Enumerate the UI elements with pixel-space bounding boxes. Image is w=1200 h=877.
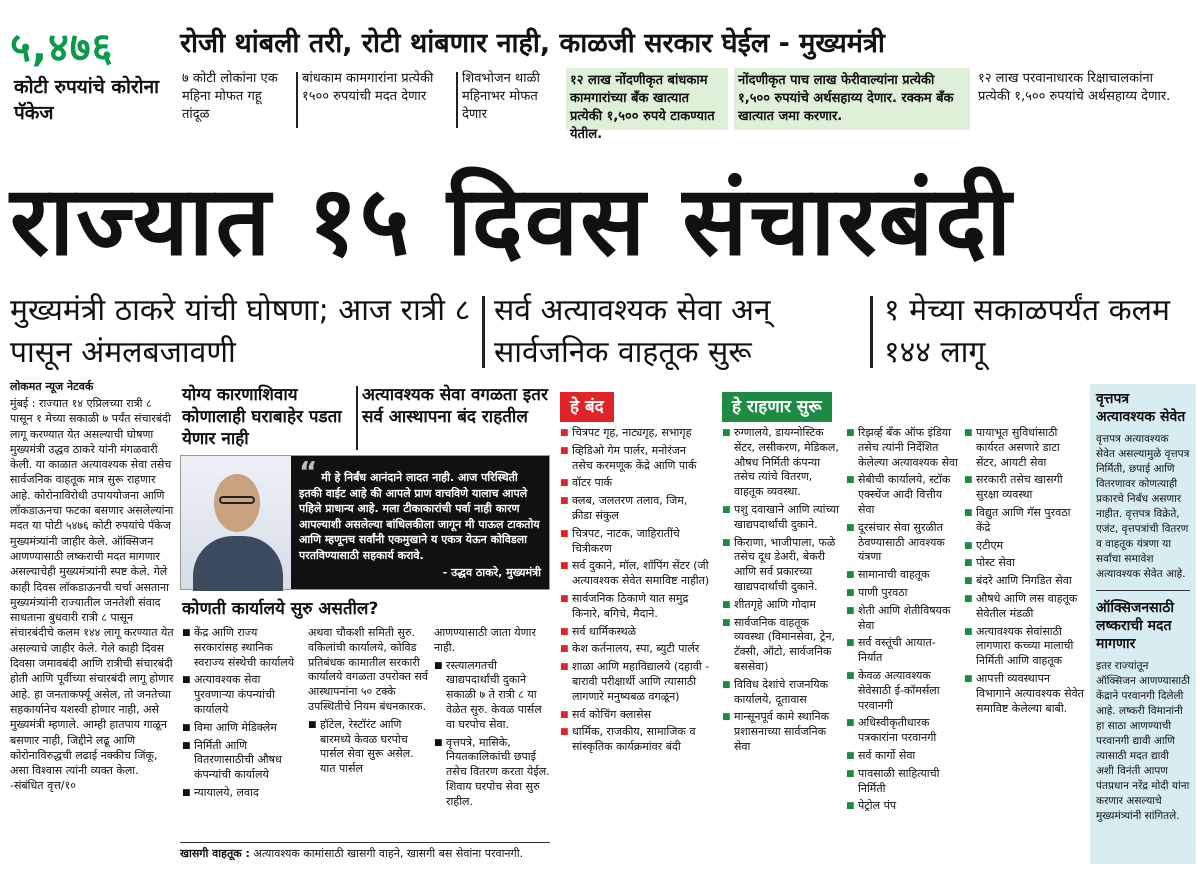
list-item: ■ चित्रपट, नाटक, जाहिरातींचे चित्रीकरण <box>560 527 710 557</box>
divider <box>870 296 873 368</box>
headline-a: योग्य कारणाशिवाय कोणालाही घराबाहेर पडता येणार नाही <box>182 385 342 449</box>
list-item: ■ सार्वजनिक ठिकाणे यात समुद्र किनारे, बगिचे, मैदाने. <box>560 592 710 622</box>
closed-list <box>560 426 710 864</box>
sidebar-text-1: वृत्तपत्र अत्यावश्यक सेवेत असल्यामुळे वृत्तपत्र निर्मिती, छपाई आणि वितरणावर कोणत्याही प्रकारचे निर्बंध असणार नाहीत. वृत्तपत्र विक्रेते, एजंट, वृत्तपत्रांची वितरण व वाहतूक यंत्रणा या सर्वांचा समावेश अत्यावश्यक सेवेत आहे. <box>1096 433 1190 580</box>
cm-quote <box>291 456 549 589</box>
subhead-1: मुख्यमंत्री ठाकरे यांची घोषणा; आज रात्री ८ पासून अंमलबजावणी <box>10 293 471 370</box>
top-box-3: शिवभोजन थाळी महिनाभर मोफत देणार <box>462 71 540 122</box>
list-item: ■ विद्युत आणि गॅस पुरवठा केंद्रे <box>964 506 1084 536</box>
list-item: ■ आपत्ती व्यवस्थापन विभागाने अत्यावश्यक सेवेत समाविष्ट केलेल्या बाबी. <box>964 672 1084 716</box>
list-item: ■ विमा आणि मेडिक्लेम <box>182 721 304 736</box>
list-item: ■ औषधे आणि लस वाहतूक सेवेतील मंडळी <box>964 592 1084 622</box>
divider <box>456 72 458 128</box>
list-item: ■ व्हिडिओ गेम पार्लर, मनोरंजन तसेच करमणूक केंद्रे आणि पार्क <box>560 444 710 474</box>
list-item: ■ सर्व वस्तूंची आयात-निर्यात <box>846 636 958 666</box>
list-item: अथवा चौकशी समिती सुरु. वकिलांची कार्यालये, कोविड प्रतिबंधक कामातील सरकारी कार्यालये वगळता उपरोक्त सर्व आस्थापनांना ५० टक्के उपस्थितीचे नियम बंधनकारक. <box>308 626 428 713</box>
subhead-2: सर्व अत्यावश्यक सेवा अन् सार्वजनिक वाहतूक सुरू <box>494 293 771 370</box>
package-label: कोटी रुपयांचे कोरोना पॅकेज <box>14 76 160 124</box>
closed-tag: हे बंद <box>560 392 614 422</box>
list-item: ■ केश कर्तनालय, स्पा, ब्युटी पार्लर <box>560 642 710 657</box>
offices-heading: कोणती कार्यालये सुरु असतील? <box>182 599 379 619</box>
top-box-2: बांधकाम कामगारांना प्रत्येकी १५०० रुपयांची मदत देणार <box>302 71 434 104</box>
offices-col-2 <box>308 626 430 840</box>
headline-b: अत्यावश्यक सेवा वगळता इतर सर्व आस्थापना बंद राहतील <box>362 385 548 427</box>
list-item: ■ सर्व दुकाने, मॉल, शॉपिंग सेंटर (जी अत्यावश्यक सेवेत समाविष्ट नाहीत) <box>560 559 710 589</box>
list-item: ■ सरकारी तसेच खासगी सुरक्षा व्यवस्था <box>964 473 1084 503</box>
list-item: ■ मान्सूनपूर्व कामे स्थानिक प्रशासनाच्या सार्वजनिक सेवा <box>722 710 840 754</box>
list-item: ■ वॉटर पार्क <box>560 476 710 491</box>
sidebar-box <box>1090 384 1196 864</box>
list-item: ■ हॉटेल, रेस्टॉरंट आणि बारमध्ये केवळ घरपोच पार्सल सेवा सुरू असेल. यात पार्सल <box>308 718 430 777</box>
list-item: ■ अत्यावश्यक सेवा पुरवणाऱ्या कंपन्यांची कार्यालये <box>182 673 304 717</box>
footer-bar <box>180 842 550 864</box>
list-item: ■ बंदरे आणि निगडित सेवा <box>964 574 1084 589</box>
offices-col-1 <box>182 626 304 840</box>
list-item: ■ सर्व धार्मिकस्थळे <box>560 625 710 640</box>
list-item: ■ पावसाळी साहित्याची निर्मिती <box>846 767 958 797</box>
top-box-1: ७ कोटी लोकांना एक महिना मोफत गहू तांदूळ <box>182 71 278 122</box>
quote-signature: - उद्धव ठाकरे, मुख्यमंत्री <box>442 566 541 579</box>
list-item: ■ दूरसंचार सेवा सुरळीत ठेवण्यासाठी आवश्यक यंत्रणा <box>846 521 958 565</box>
list-item: ■ एटीएम <box>964 539 1084 554</box>
quote-mark-icon: “ <box>299 455 318 488</box>
list-item: ■ चित्रपट गृह, नाट्यगृह, सभागृह <box>560 426 710 441</box>
list-item: आणण्यासाठी जाता येणार नाही. <box>434 626 536 654</box>
open-col-3 <box>964 426 1084 864</box>
cm-photo <box>181 456 291 589</box>
list-item: ■ धार्मिक, राजकीय, सामाजिक व सांस्कृतिक कार्यक्रमांवर बंदी <box>560 725 710 755</box>
list-item: ■ सेबीची कार्यालये, स्टॉक एक्स्चेंज आदी वित्तीय सेवा <box>846 473 958 517</box>
footer-text: अत्यावश्यक कामांसाठी खासगी वाहने, खासगी बस सेवांना परवानगी. <box>253 847 524 860</box>
list-item: ■ सार्वजनिक वाहतूक व्यवस्था (विमानसेवा, ट्रेन, टॅक्सी, ऑटो, सार्वजनिक बससेवा) <box>722 616 840 675</box>
top-headline: रोजी थांबली तरी, रोटी थांबणार नाही, काळजी सरकार घेईल - मुख्यमंत्री <box>180 28 885 59</box>
divider <box>1096 590 1190 591</box>
top-box-4: १२ लाख नोंदणीकृत बांधकाम कामगारांच्या बँक खात्यात प्रत्येकी १,५०० रुपये टाकण्यात येतील. <box>566 68 728 130</box>
list-item: ■ रिझर्व्ह बँक ऑफ इंडिया तसेच त्यांनी निर्देशित केलेल्या अत्यावश्यक सेवा <box>846 426 958 470</box>
list-item: ■ शेती आणि शेतीविषयक सेवा <box>846 604 958 634</box>
top-box-6: १२ लाख परवानाधारक रिक्षाचालकांना प्रत्येकी १,५०० रुपयांचे अर्थसहाय्य देणार. <box>978 71 1171 104</box>
list-item: ■ सर्व कार्गो सेवा <box>846 749 958 764</box>
footer-label: खासगी वाहतूक : <box>180 847 250 860</box>
list-item: ■ सर्व कोचिंग क्लासेस <box>560 708 710 723</box>
article-body: मुंबई : राज्यात १४ एप्रिलच्या रात्री ८ पासून १ मेच्या सकाळी ७ पर्यंत संचारबंदी लागू करण्यात येत असल्याची घोषणा मुख्यमंत्री उद्धव ठाकरे यांनी मंगळवारी केली. या काळात अत्यावश्यक सेवा तसेच सार्वजनिक वाहतूक मात्र सुरू राहणार आहे. कोरोनाविरोधी उपाययोजना आणि लॉकडाऊनचा फटका बसणार असलेल्यांना मदत या पोटी ५४७६ कोटी रुपयांचे पॅकेज मुख्यमंत्र्यांनी जाहीर केले. ऑक्सिजन आणण्यासाठी लष्कराची मदत मागणार असल्याचेही मुख्यमंत्र्यांनी स्पष्ट केले. गेले काही दिवस लॉकडाऊनची चर्चा असताना मुख्यमंत्र्यांनी राज्यातील जनतेशी संवाद साधताना बुधवारी रात्री ८ पासून संचारबंदीचे कलम १४४ लागू करण्यात येत असल्याचे जाहीर केले. गेले काही दिवस दिवसा जमावबंदी आणि रात्रीची संचारबंदी होती आणि पूर्वीच्या संचारबंदी लागू होणार आहे. हा जनताकर्फ्यू असेल, तो जनतेच्या सहकार्यानेच यशस्वी होणार नाही, असे मुख्यमंत्री म्हणाले. आम्ही हातपाय गाळून बसणार नाही, जिद्दीने लढू आणि कोरोनाविरुद्धची लढाई नक्कीच जिंकू, असा विश्वास त्यांनी व्यक्त केला. -संबंधित वृत्त/१० <box>10 397 174 793</box>
list-item: ■ अत्यावश्यक सेवांसाठी लागणारा कच्च्या मालाची निर्मिती आणि वाहतूक <box>964 625 1084 669</box>
offices-col-3 <box>434 626 552 840</box>
list-item: ■ पेट्रोल पंप <box>846 799 958 814</box>
open-tag: हे राहणार सुरू <box>722 392 832 422</box>
list-item: ■ क्लब, जलतरण तलाव, जिम, क्रीडा संकुल <box>560 494 710 524</box>
package-amount: ५,४७६ <box>10 25 114 71</box>
list-item: ■ केवळ अत्यावश्यक सेवेसाठी ई-कॉमर्सला परवानगी <box>846 669 958 713</box>
byline: लोकमत न्यूज नेटवर्क <box>10 380 94 393</box>
list-item: ■ वृत्तपत्रे, मासिके, नियतकालिकांची छपाई तसेच वितरण करता येईल. शिवाय घरपोच सेवा सुरु राहील. <box>434 736 552 810</box>
list-item: ■ विविध देशांचे राजनयिक कार्यालये, दूतावास <box>722 678 840 708</box>
list-item: ■ शीतगृहे आणि गोदाम <box>722 598 840 613</box>
list-item: ■ पशु दवाखाने आणि त्यांच्या खाद्यपदार्थांची दुकाने. <box>722 503 840 533</box>
sidebar-heading-1: वृत्तपत्र अत्यावश्यक सेवेत <box>1096 391 1186 425</box>
list-item: ■ सामानाची वाहतूक <box>846 568 958 583</box>
list-item: ■ पोस्ट सेवा <box>964 556 1084 571</box>
subhead-3: १ मेच्या सकाळपर्यंत कलम १४४ लागू <box>884 293 1170 370</box>
list-item: ■ रुग्णालये, डायग्नोस्टिक सेंटर, लसीकरण, मेडिकल, औषध निर्मिती कंपन्या तसेच त्यांचे वितरण, वाहतूक व्यवस्था. <box>722 426 840 500</box>
list-item: ■ निर्मिती आणि वितरणासाठीची औषध कंपन्यांची कार्यालये <box>182 739 304 783</box>
divider <box>482 296 485 368</box>
open-col-1 <box>722 426 840 864</box>
list-item: ■ रस्त्यालगतची खाद्यपदार्थांची दुकाने सकाळी ७ ते रात्री ८ या वेळेत सुरु. केवळ पार्सल वा घरपोच सेवा. <box>434 659 552 733</box>
list-item: ■ शाळा आणि महाविद्यालये (दहावी - बारावी परीक्षार्थी आणि त्यासाठी लागणारे मनुष्यबळ वगळून) <box>560 660 710 704</box>
list-item: ■ पायाभूत सुविधांसाठी कार्यरत असणारे डाटा सेंटर, आयटी सेवा <box>964 426 1084 470</box>
banner-headline: राज्यात १५ दिवस संचारबंदी <box>10 165 1014 277</box>
list-item: ■ पाणी पुरवठा <box>846 586 958 601</box>
divider <box>356 386 358 450</box>
list-item: ■ किराणा, भाजीपाला, फळे तसेच दूध डेअरी, बेकरी आणि सर्व प्रकारच्या खाद्यपदार्थांची दुकाने. <box>722 536 840 595</box>
quote-box <box>180 455 550 590</box>
list-item: ■ अधिस्वीकृतीधारक पत्रकारांना परवानगी <box>846 716 958 746</box>
list-item: ■ केंद्र आणि राज्य सरकारांसह स्थानिक स्वराज्य संस्थेची कार्यालये <box>182 626 304 670</box>
open-col-2 <box>846 426 958 864</box>
top-box-5: नोंदणीकृत पाच लाख फेरीवाल्यांना प्रत्येकी १,५०० रुपयांचे अर्थसहाय्य देणार. रक्कम बँक खात्यात जमा करणार. <box>734 68 970 130</box>
sidebar-heading-2: ऑक्सिजनसाठी लष्कराची मदत मागणार <box>1096 600 1174 652</box>
sidebar-text-2: इतर राज्यांतून ऑक्सिजन आणण्यासाठी केंद्राने परवानगी दिलेली आहे. लष्करी विमानांनी हा साठा आणण्याची परवानगी द्यावी आणि त्यासाठी मदत द्यावी अशी विनंती आपण पंतप्रधान नरेंद्र मोदी यांना करणार असल्याचे मुख्यमंत्र्यांनी सांगितले. <box>1096 660 1190 822</box>
quote-text: मी हे निर्बंध आनंदाने लादत नाही. आज परिस्थिती इतकी वाईट आहे की आपले प्राण वाचविणे यालाच आपले पहिले प्राधान्य आहे. मला टीकाकारांची पर्वा नाही कारण आपल्याशी असलेल्या बांधिलकीला जागून मी पाऊल टाकतोय आणि म्हणूनच सर्वांनी एकमुखाने य एकत्र येऊन कोविडला परतविण्यासाठी सहकार्य करावे. <box>299 471 540 562</box>
divider <box>296 72 298 128</box>
list-item: ■ न्यायालये, लवाद <box>182 786 304 801</box>
